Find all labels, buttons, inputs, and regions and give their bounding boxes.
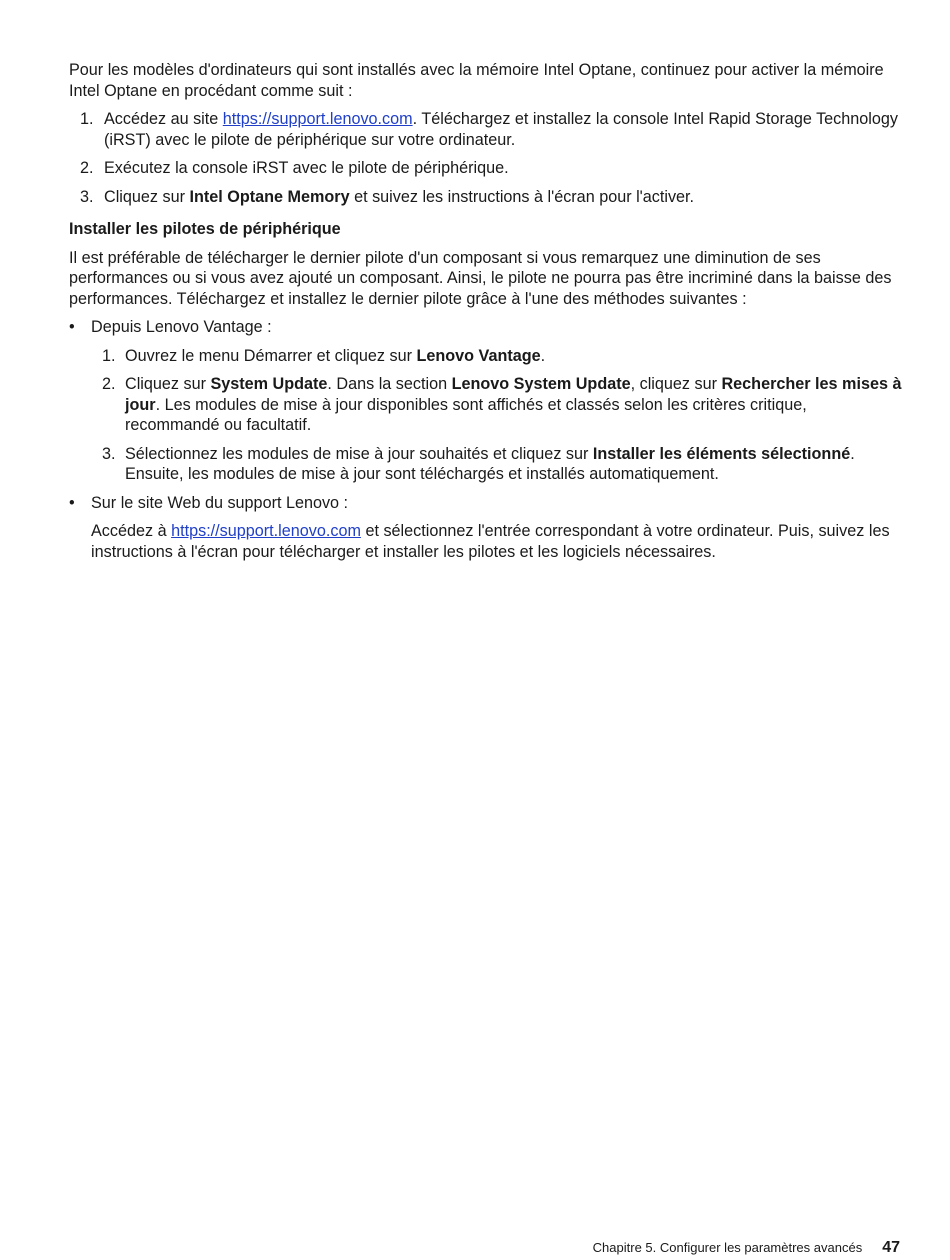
- list-item: 3. Cliquez sur Intel Optane Memory et suivez les instructions à l'écran pour l'activer.: [80, 187, 695, 206]
- list-item: 2. Cliquez sur System Update. Dans la section Lenovo System Update, cliquez sur Rechercher les mises à jour. Les modules de mise à jour disponibles sont affichés et classés selon les critères critique, recommandé ou facultatif.: [102, 375, 902, 434]
- list-item: 1. Accédez au site https://support.lenovo.com. Téléchargez et installez la console Intel Rapid Storage Technology (iRST) avec le pilote de périphérique sur votre ordinateur.: [80, 110, 898, 149]
- step-number: 3.: [102, 444, 116, 463]
- bullet-icon: •: [69, 318, 75, 336]
- methods-list: [69, 317, 904, 562]
- web-instructions: Accédez à https://support.lenovo.com et sélectionnez l'entrée correspondant à votre ordinateur. Puis, suivez les instructions à l'écran pour télécharger et installer les pilotes et les logiciels nécessaires.: [91, 522, 890, 561]
- list-item: 1. Ouvrez le menu Démarrer et cliquez sur Lenovo Vantage.: [102, 346, 546, 365]
- bold-term: Intel Optane Memory: [189, 187, 350, 206]
- support-link[interactable]: https://support.lenovo.com: [222, 110, 413, 128]
- method-label: Depuis Lenovo Vantage :: [91, 318, 272, 336]
- chapter-title: Chapitre 5. Configurer les paramètres avancés: [592, 1240, 863, 1255]
- list-item: 3. Sélectionnez les modules de mise à jour souhaités et cliquez sur Installer les éléments sélectionné. Ensuite, les modules de mise à jour sont téléchargés et installés automatiquement.: [102, 444, 855, 483]
- bold-term: Installer les éléments sélectionné: [592, 444, 851, 463]
- step-number: 1.: [80, 110, 94, 128]
- step-number: 3.: [80, 187, 94, 206]
- bold-term: Lenovo Vantage: [416, 346, 541, 365]
- list-item: [69, 317, 904, 485]
- vantage-steps-list: [91, 346, 904, 485]
- step-number: 2.: [80, 159, 94, 177]
- method-label: Sur le site Web du support Lenovo :: [91, 493, 349, 512]
- step-number: 1.: [102, 346, 116, 365]
- bullet-icon: •: [69, 493, 75, 512]
- optane-steps-list: [69, 109, 904, 207]
- document-page: [69, 60, 904, 570]
- page-number: 47: [882, 1239, 900, 1256]
- page-footer: [0, 1238, 900, 1259]
- list-item: [69, 493, 904, 563]
- section-paragraph: Il est préférable de télécharger le dernier pilote d'un composant si vous remarquez une diminution de ses performances ou si vous avez ajouté un composant. Ainsi, le pilote ne pourra pas être incriminé dans la baisse des performances. Téléchargez et installez le dernier pilote grâce à l'une des méthodes suivantes :: [69, 248, 892, 308]
- list-item: 2. Exécutez la console iRST avec le pilote de périphérique.: [80, 159, 509, 177]
- bold-term: System Update: [210, 375, 328, 393]
- intro-paragraph: Pour les modèles d'ordinateurs qui sont installés avec la mémoire Intel Optane, continuez pour activer la mémoire Intel Optane en procédant comme suit :: [69, 61, 884, 100]
- bold-term: Lenovo System Update: [451, 375, 631, 393]
- section-heading: Installer les pilotes de périphérique: [69, 220, 341, 238]
- step-number: 2.: [102, 375, 116, 393]
- support-link[interactable]: https://support.lenovo.com: [171, 522, 361, 540]
- bold-term: Rechercher les mises à jour: [125, 375, 902, 414]
